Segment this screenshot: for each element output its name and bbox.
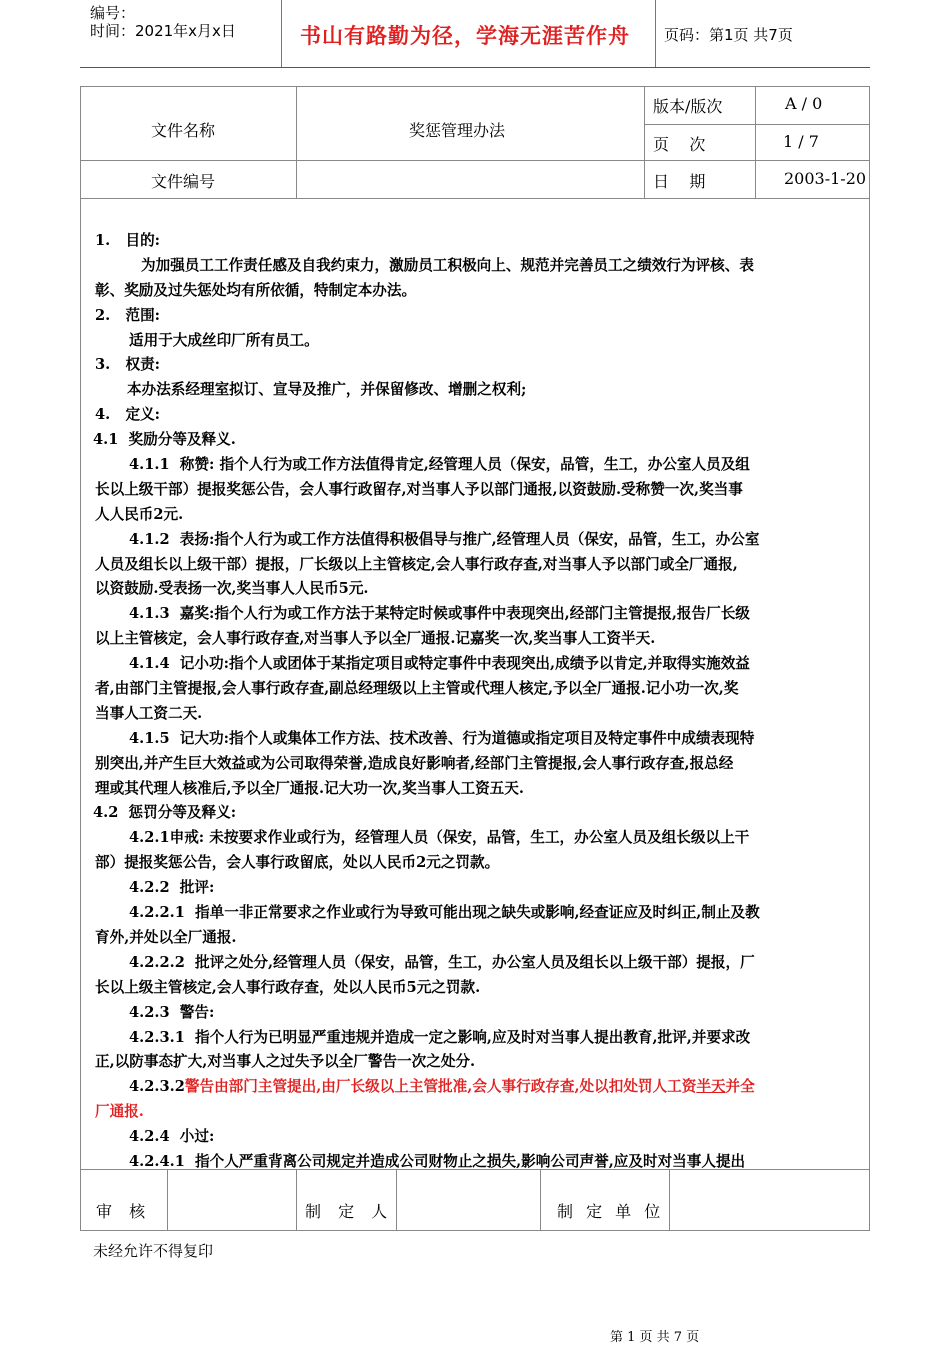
header-divider [281,0,282,67]
table-line [167,1169,168,1231]
paragraph-line: 以资鼓励.受表扬一次,奖当事人人民币5元. [95,580,369,598]
paragraph-line: 育外,并处以全厂通报. [95,928,237,946]
paragraph-line: 长以上级干部）提报奖惩公告，会人事行政留存,对当事人予以部门通报,以资鼓励.受称赞一次,奖当事 [95,480,743,498]
paragraph-line: 正,以防事态扩大,对当事人之过失予以全厂警告一次之处分. [95,1053,476,1071]
paragraph-line: 长以上级主管核定,会人事行政存查，处以人民币5元之罚款. [95,978,481,996]
subsection-heading: 4.2 惩罚分等及释义: [93,804,237,822]
table-line [296,1169,297,1231]
clause-number: 4.2.3.2 [129,1078,185,1096]
paragraph-line: 人员及组长以上级干部）提报，厂长级以上主管核定,会人事行政存查,对当事人予以部门或全厂通报, [95,555,738,573]
paragraph-line: 人人民币2元. [95,505,184,523]
version-value: A / 0 [785,94,823,113]
paragraph-line: 4.2.3.1 指个人行为已明显严重违规并造成一定之影响,应及时对当事人提出教育,批评,并要求改 [129,1028,751,1046]
paragraph-line: 适用于大成丝印厂所有员工。 [129,331,319,349]
table-line [296,86,297,198]
section-heading: 3. 权责: [95,356,161,374]
author-label: 制 定 人 [305,1202,394,1221]
paragraph-line: 彰、奖励及过失惩处均有所依循，特制定本办法。 [95,281,417,299]
header-meta [90,4,236,40]
header-date: 时间：2021年x月x日 [90,22,236,40]
red-emphasis-text: 并全 [725,1078,755,1096]
paragraph-line: 4.1.1 称赞: 指个人行为或工作方法值得肯定,经管理人员（保安，品管，生工，办公室人员及组 [129,456,750,474]
table-line [644,86,645,198]
paragraph-line: 者,由部门主管提报,会人事行政存查,副总经理级以上主管或代理人核定,予以全厂通报.记小功一次,奖 [95,680,739,698]
table-line [540,1169,541,1231]
file-name-value: 奖惩管理办法 [409,121,506,140]
section-heading: 1. 目的: [95,232,161,249]
paragraph-line: 4.1.4 记小功:指个人或团体于某指定项目或特定事件中表现突出,成绩予以肯定,并取得实施效益 [129,655,750,673]
header-motto: 书山有路勤为径，学海无涯苦作舟 [300,24,630,48]
page-footer: 第 1 页 共 7 页 [610,1330,700,1345]
paragraph-line-highlighted: 厂通报. [95,1103,144,1121]
copy-notice: 未经允许不得复印 [93,1242,214,1260]
header-rule [80,67,870,68]
unit-label: 制 定 单 位 [557,1202,665,1221]
paragraph-line: 4.2.4.1 指个人严重背离公司规定并造成公司财物止之损失,影响公司声誉,应及时对当事人提出 [129,1152,746,1170]
paragraph-line: 为加强员工工作责任感及自我约束力，激励员工积极向上、规范并完善员工之绩效行为评核、表 [141,256,754,274]
file-number-label: 文件编号 [151,172,216,191]
table-line [80,160,870,161]
paragraph-line-highlighted [95,1075,855,1100]
paragraph-line: 别突出,并产生巨大效益或为公司取得荣誉,造成良好影响者,经部门主管提报,会人事行政存查,报总经 [95,754,734,772]
paragraph-line: 理或其代理人核准后,予以全厂通报.记大功一次,奖当事人工资五天. [95,779,524,797]
table-line [644,124,870,125]
red-underlined-text: 半天 [696,1078,726,1096]
paragraph-line: 以上主管核定，会人事行政存查,对当事人予以全厂通报.记嘉奖一次,奖当事人工资半天. [95,630,656,648]
paragraph-line: 4.1.5 记大功:指个人或集体工作方法、技术改善、行为道德或指定项目及特定事件中成绩表现特 [129,729,755,747]
red-emphasis-text: 警告由部门主管提出,由厂长级以上主管批准,会人事行政存查,处以扣处罚人工资 [184,1078,697,1096]
paragraph-line: 4.2.2 批评: [129,879,215,897]
page-value: 1 / 7 [783,132,819,151]
table-line [396,1169,397,1231]
paragraph-line: 4.2.1申戒: 未按要求作业或行为，经管理人员（保安，品管，生工，办公室人员及组长级以上干 [129,829,750,847]
page-label: 页 次 [653,135,706,154]
review-label: 审 核 [96,1202,152,1221]
subsection-heading: 4.1 奖励分等及释义. [93,431,236,449]
paragraph-line: 4.2.4 小过: [129,1128,215,1146]
paragraph-line: 4.2.2.1 指单一非正常要求之作业或行为导致可能出现之缺失或影响,经查证应及时纠正,制止及教 [129,904,760,922]
section-heading: 4. 定义: [95,406,161,424]
table-line [80,1169,870,1170]
header-number: 编号： [90,4,136,22]
paragraph-line: 4.2.3 警告: [129,1003,215,1021]
header-divider [655,0,656,67]
paragraph-line: 4.1.3 嘉奖:指个人行为或工作方法于某特定时候或事件中表现突出,经部门主管提报,报告厂长级 [129,605,750,623]
section-heading: 2. 范围: [95,306,161,324]
table-line [755,86,756,198]
date-label: 日 期 [653,172,706,191]
paragraph-line: 4.1.2 表扬:指个人行为或工作方法值得积极倡导与推广,经管理人员（保安，品管，生工，办公室 [129,530,760,548]
paragraph-line: 部）提报奖惩公告，会人事行政留底，处以人民币2元之罚款。 [95,854,500,872]
header-page-indicator: 页码：第1页 共7页 [664,26,793,44]
document-body [95,229,855,1175]
date-value: 2003-1-20 [784,169,867,188]
table-line [80,198,870,199]
version-label: 版本/版次 [653,97,723,116]
paragraph-line: 4.2.2.2 批评之处分,经管理人员（保安，品管，生工，办公室人员及组长以上级干部）提报，厂 [129,953,755,971]
file-name-label: 文件名称 [151,121,216,140]
paragraph-line: 当事人工资二天. [95,704,203,722]
paragraph-line: 本办法系经理室拟订、宣导及推广，并保留修改、增删之权利; [127,381,527,399]
table-line [669,1169,670,1231]
